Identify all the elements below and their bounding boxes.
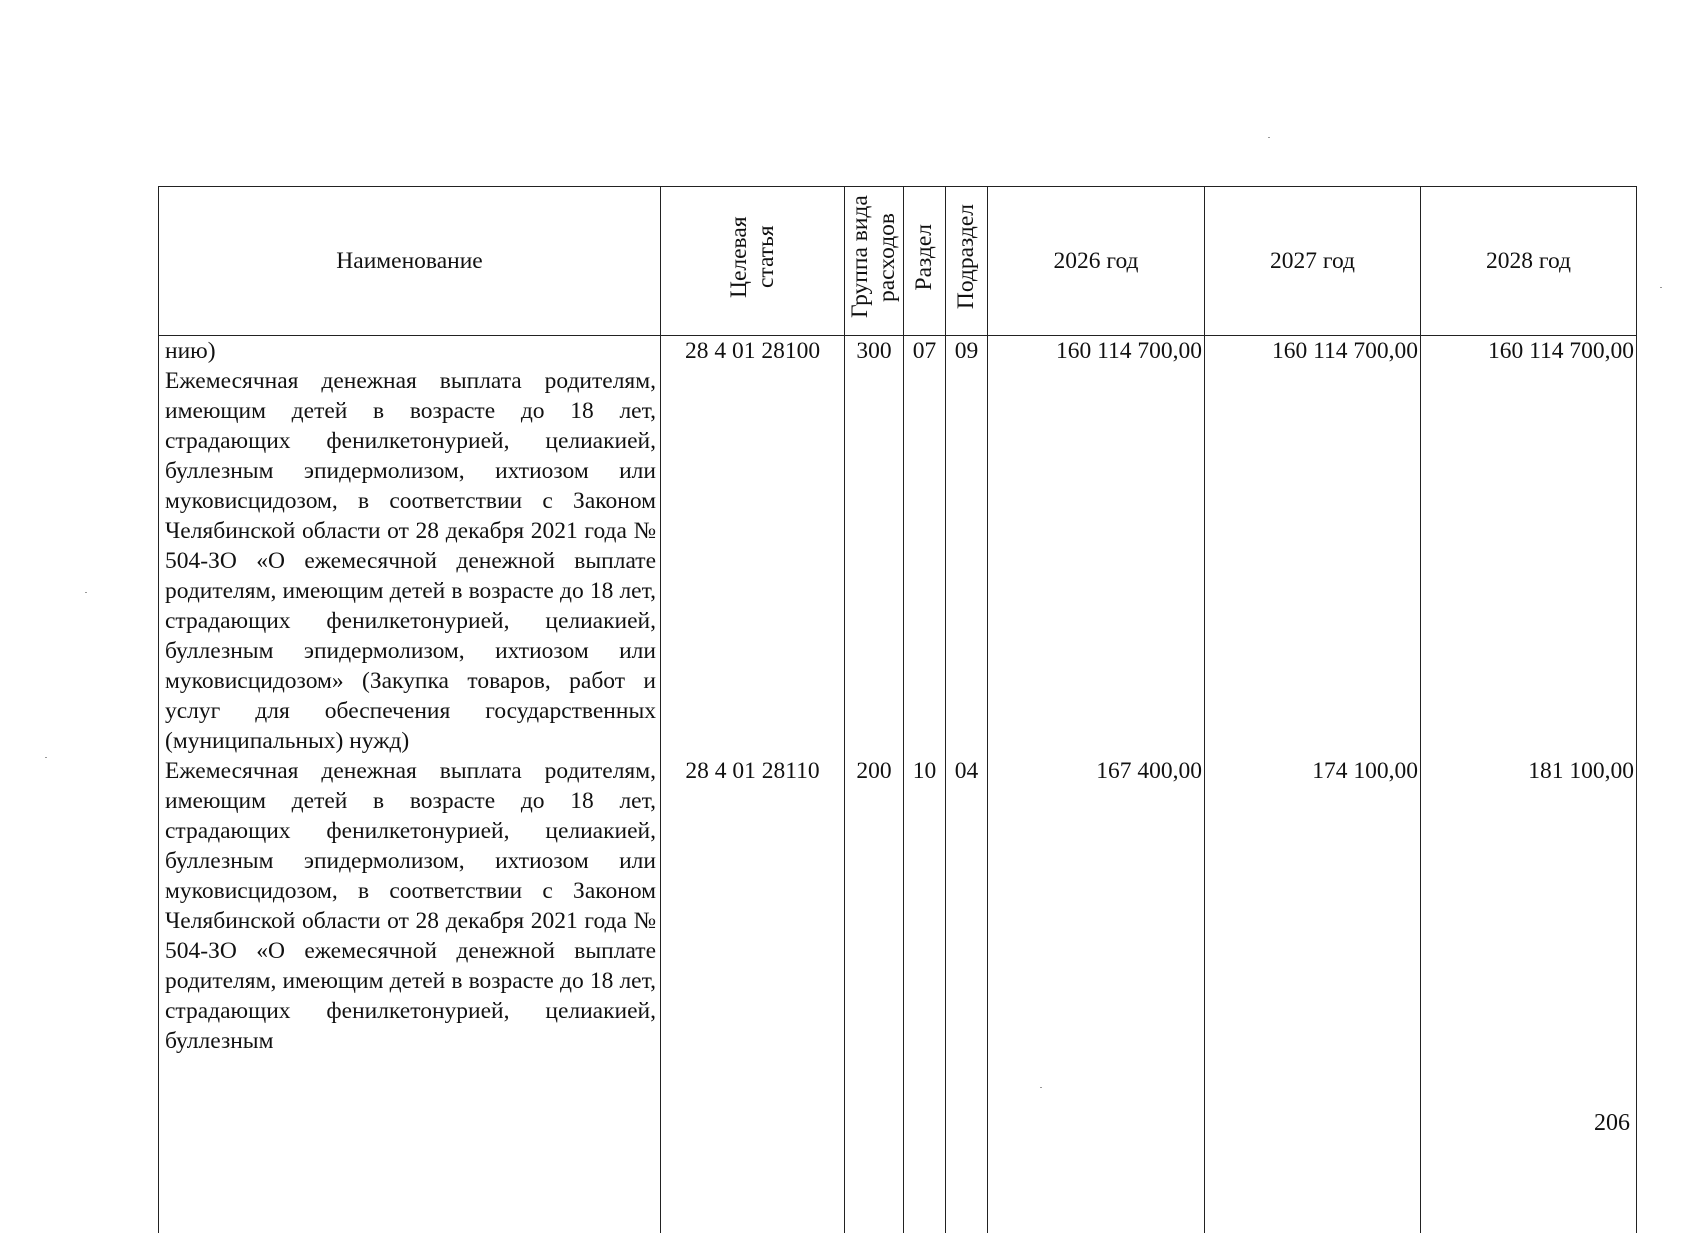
- header-year-2028: 2028 год: [1421, 187, 1637, 336]
- target-article-cell: [661, 336, 845, 1233]
- header-expense-group: Группа вида расходов: [845, 187, 904, 336]
- amount-2026-2: 167 400,00: [988, 756, 1202, 786]
- header-year-2026: 2026 год: [988, 187, 1205, 336]
- amount-2027-1: 160 114 700,00: [1205, 336, 1418, 366]
- amount-2028-1: 160 114 700,00: [1421, 336, 1634, 366]
- name-paragraph-2: Ежемесячная денежная выплата родителям, имеющим детей в возрасте до 18 лет, страдающих фенилкетонурией, целиакией, буллезным эпидермолизом, ихтиозом или муковисцидозом, в соответствии с Законом Челябинской области от 28 декабря 2021 года № 504-ЗО «О ежемесячной денежной выплате родителям, имеющим детей в возрасте до 18 лет, страдающих фенилкетонурией, целиакией, буллезным эпидермолизом, ихтиозом или муковисцидозом» (Закупка товаров, работ и услуг для обеспечения государственных (муниципальных) нужд): [165, 366, 656, 756]
- expense-group-2: 200: [845, 756, 903, 786]
- amount-2026-1: 160 114 700,00: [988, 336, 1202, 366]
- year-2027-cell: [1205, 336, 1421, 1233]
- header-name: Наименование: [159, 187, 661, 336]
- table-header-row: [159, 187, 1637, 336]
- name-paragraph-3: Ежемесячная денежная выплата родителям, имеющим детей в возрасте до 18 лет, страдающих фенилкетонурией, целиакией, буллезным эпидермолизом, ихтиозом или муковисцидозом, в соответствии с Законом Челябинской области от 28 декабря 2021 года № 504-ЗО «О ежемесячной денежной выплате родителям, имеющим детей в возрасте до 18 лет, страдающих фенилкетонурией, целиакией, буллезным: [165, 756, 656, 1056]
- section-2: 10: [904, 756, 945, 786]
- header-subsection: Подраздел: [946, 187, 988, 336]
- subsection-2: 04: [946, 756, 987, 786]
- scan-speck: [1268, 137, 1270, 138]
- scan-speck: [45, 757, 47, 758]
- amount-2028-2: 181 100,00: [1421, 756, 1634, 786]
- section-1: 07: [904, 336, 945, 366]
- scan-speck: [1040, 1087, 1042, 1088]
- name-paragraph-1: нию): [165, 336, 656, 366]
- budget-table: [158, 186, 1637, 1233]
- amount-2027-2: 174 100,00: [1205, 756, 1418, 786]
- name-cell: [159, 336, 661, 1233]
- year-2028-cell: [1421, 336, 1637, 1233]
- year-2026-cell: [988, 336, 1205, 1233]
- scan-speck: [1660, 287, 1662, 288]
- target-article-1: 28 4 01 28100: [661, 336, 844, 366]
- header-year-2027: 2027 год: [1205, 187, 1421, 336]
- scan-speck: [85, 592, 87, 593]
- header-section: Раздел: [904, 187, 946, 336]
- target-article-2: 28 4 01 28110: [661, 756, 844, 786]
- subsection-1: 09: [946, 336, 987, 366]
- expense-group-1: 300: [845, 336, 903, 366]
- section-cell: [904, 336, 946, 1233]
- header-target-article: Целевая статья: [661, 187, 845, 336]
- subsection-cell: [946, 336, 988, 1233]
- expense-group-cell: [845, 336, 904, 1233]
- page-number: 206: [1594, 1110, 1630, 1137]
- table-row: [159, 336, 1637, 1233]
